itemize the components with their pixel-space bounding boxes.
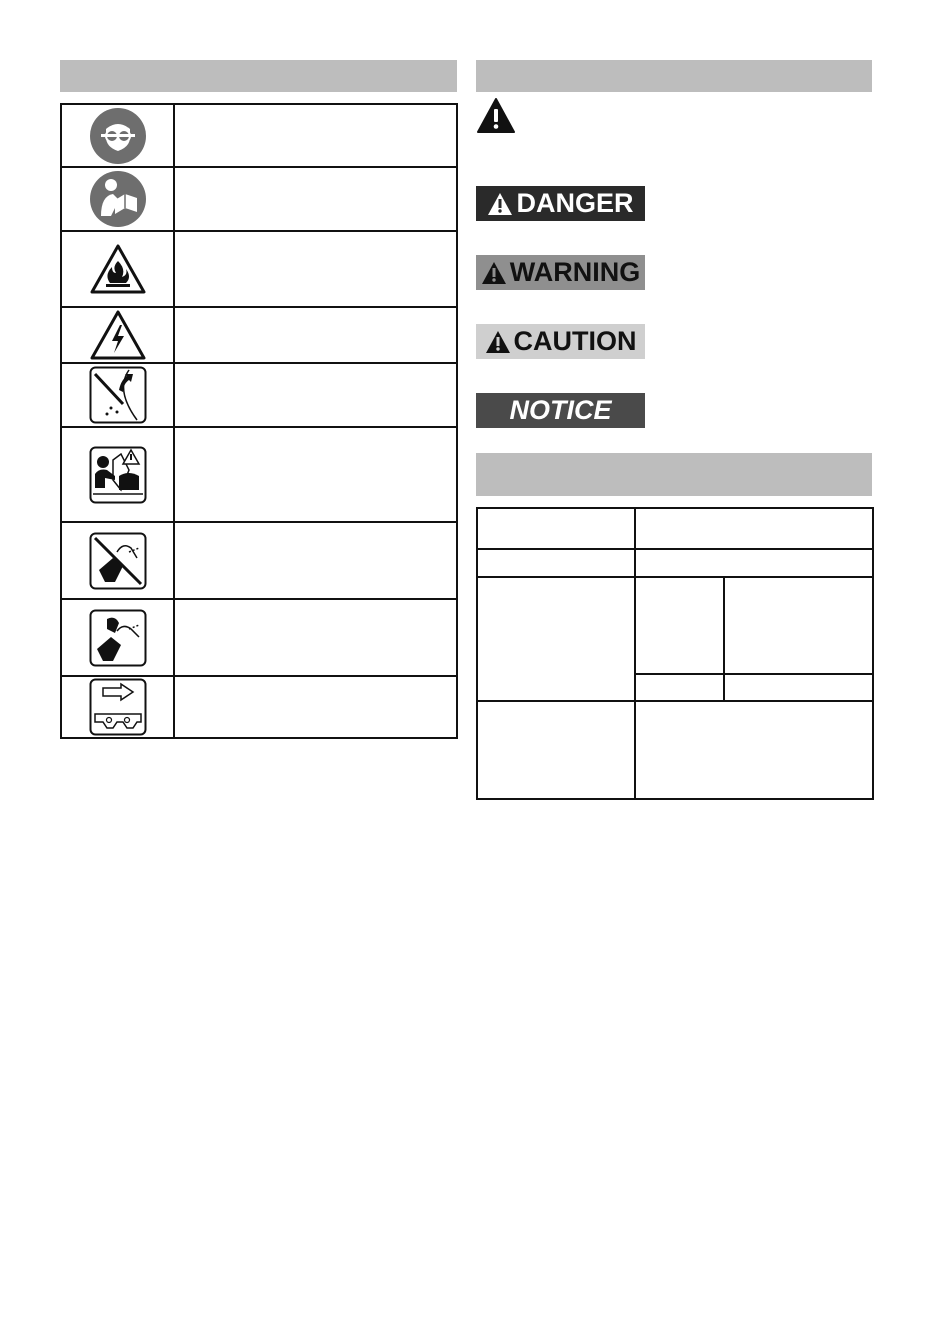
table-row: [61, 363, 457, 427]
no-one-hand-use-icon: [89, 532, 147, 590]
table-row: [61, 231, 457, 307]
table-row: [61, 427, 457, 522]
warning-text: WARNING: [509, 257, 641, 287]
safety-glasses-icon: [89, 107, 147, 165]
symbol-description: [174, 676, 457, 738]
notice-text: NOTICE: [509, 395, 612, 425]
alert-triangle-icon: [481, 261, 507, 285]
signal-words-section-header: [476, 60, 872, 92]
spec-value-cell: [635, 577, 724, 674]
symbol-description: [174, 427, 457, 522]
spec-value-cell: [635, 674, 724, 701]
table-row: [477, 549, 873, 577]
symbol-description: [174, 231, 457, 307]
kickback-icon: [89, 366, 147, 424]
danger-text: DANGER: [516, 188, 634, 218]
safety-alert-icon: [476, 97, 516, 134]
chain-direction-icon: [89, 678, 147, 736]
symbol-description: [174, 167, 457, 231]
table-row: [61, 104, 457, 167]
table-row: [61, 167, 457, 231]
caution-label: [476, 324, 645, 359]
two-hand-grip-icon: [89, 609, 147, 667]
read-manual-icon: [89, 170, 147, 228]
table-row: [477, 701, 873, 799]
caution-text: CAUTION: [513, 326, 637, 356]
symbols-table: [60, 103, 458, 739]
spec-value-cell: [724, 577, 873, 674]
symbol-description: [174, 363, 457, 427]
spec-value-cell: [724, 674, 873, 701]
symbol-description: [174, 104, 457, 167]
specifications-section-header: [476, 453, 872, 496]
spec-label-cell: [477, 508, 635, 549]
two-hands-operation-icon: [89, 446, 147, 504]
symbol-description: [174, 599, 457, 676]
specifications-table: [476, 507, 874, 800]
table-row: [477, 508, 873, 549]
electrical-hazard-icon: [89, 309, 147, 361]
table-row: [61, 522, 457, 599]
table-row: [61, 599, 457, 676]
spec-label-cell: [477, 577, 635, 701]
notice-label: [476, 393, 645, 428]
spec-label-cell: [477, 701, 635, 799]
spec-label-cell: [477, 549, 635, 577]
symbols-section-header: [60, 60, 457, 92]
spec-value-cell: [635, 701, 873, 799]
warning-label: [476, 255, 645, 290]
spec-value-cell: [635, 508, 873, 549]
table-row: [61, 307, 457, 363]
table-row: [477, 577, 873, 674]
alert-triangle-icon: [485, 330, 511, 354]
table-row: [61, 676, 457, 738]
flammable-icon: [89, 243, 147, 295]
spec-value-cell: [635, 549, 873, 577]
symbol-description: [174, 522, 457, 599]
danger-label: [476, 186, 645, 221]
symbol-description: [174, 307, 457, 363]
alert-triangle-icon: [487, 192, 513, 216]
